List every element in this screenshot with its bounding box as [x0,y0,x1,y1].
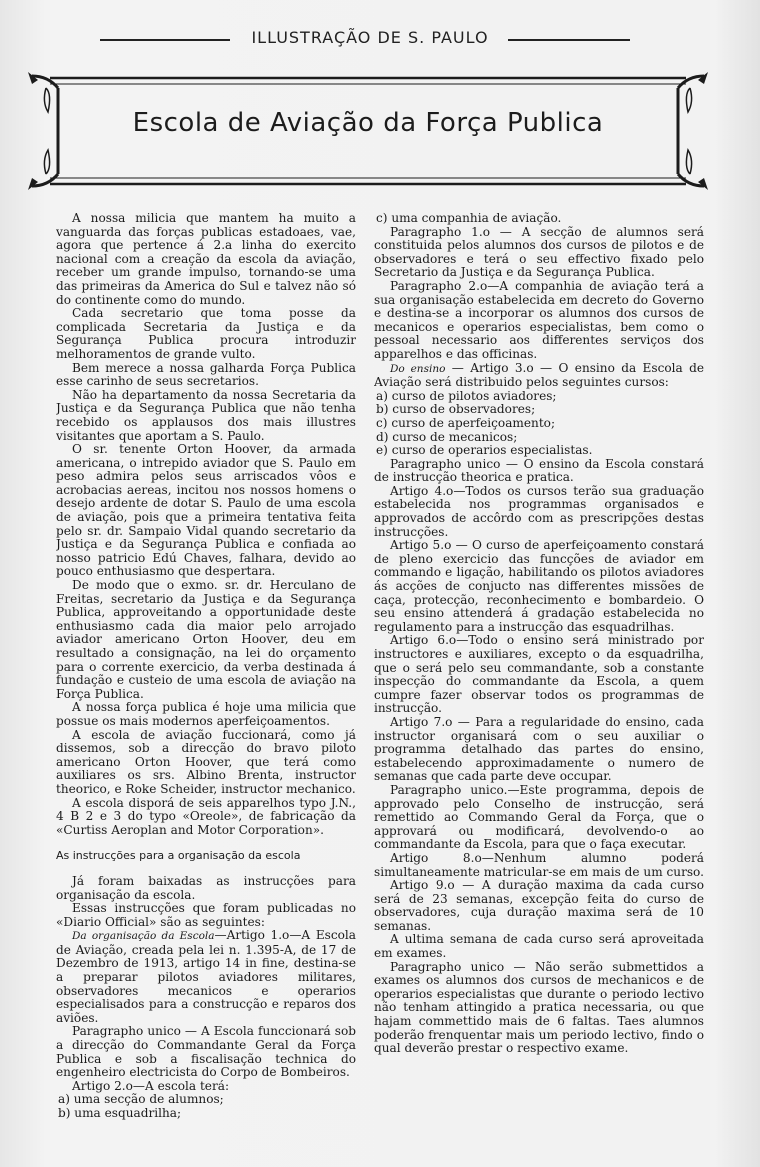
paragraph: Paragrapho 1.o — A secção de alumnos será constituida pelos alumnos dos cursos de pilotos e de observadores e terá o seu effectivo fixado pelo Secretario da Justiça e da Segurança Publica. [374,224,704,280]
paragraph: O sr. tenente Orton Hoover, da armada americana, o intrepido aviador que S. Paulo em peso admira pelos seus arriscados vôos e acrobacias aereas, incitou nos nossos homens o desejo ardente de dotar S. Paulo de uma escola de aviação, pois que a primeira tentativa feita pelo sr. dr. Sampaio Vidal quando secretario da Justiça e da Segurança Publica e confiada ao nosso patricio Edú Chaves, falhara, devido ao pouco enthusiasmo que despertara. [56,442,356,579]
paragraph: A escola disporá de seis apparelhos typo J.N., 4 B 2 e 3 do typo «Oreole», de fabricação da «Curtiss Aeroplan and Motor Corporation». [56,795,356,837]
right-column [374,212,704,1152]
italic-lead: Da organisação da Escola [72,930,215,943]
list-item: b) uma esquadrilha; [58,1106,182,1120]
list-item: b) curso de observadores; [376,402,536,417]
paragraph: A ultima semana de cada curso será aproveitada em exames. [374,932,704,961]
paragraph: Cada secretario que toma posse da complicada Secretaria da Justiça e da Segurança Publica procura introduzir melhoramentos de grande vulto. [56,306,356,361]
running-header [0,26,760,52]
list-item: d) curso de mecanicos; [376,429,518,444]
paragraph: Artigo 7.o — Para a regularidade do ensino, cada instructor organisará com o seu auxiliar o programma detalhado das partes do ensino, estabelecendo approximadamente o numero de semanas que cada parte deve occupar. [374,714,704,784]
paragraph: Artigo 9.o — A duração maxima da cada curso será de 23 semanas, excepção feita do curso de observadores, cuja duração maxima será de 10 semanas. [374,878,704,933]
paragraph: Artigo 4.o—Todos os cursos terão sua graduação estabelecida nos programmas organisados e approvados de accôrdo com as prescripções destas instrucções. [374,483,704,539]
list-item: a) uma secção de alumnos; [58,1092,224,1107]
paragraph: Artigo 6.o—Todo o ensino será ministrado por instructores e auxiliares, excepto o da esquadrilha, que o será pelo seu commandante, sob a constante inspecção do commandante da Escola, a quem cumpre fazer observar todos os programmas de instrucção. [374,633,704,716]
italic-lead: Do ensino [390,362,446,375]
paragraph: Bem merece a nossa galharda Força Publica esse carinho de seus secretarios. [56,360,356,389]
paragraph-text: —Artigo 1.o—A Escola de Aviação, creada pela lei n. 1.395-A, de 17 de Dezembro de 1913, artigo 14 in fine, destina-se a preparar pilotos aviadores militares, observadores mecanicos e operarios especialisados para a construcção e reparos dos aviões. [56,928,356,1025]
running-title: ILLUSTRAÇÃO DE S. PAULO [251,28,489,47]
list-item: c) curso de aperfeiçoamento; [376,415,556,430]
header-rule-left [100,39,230,41]
paragraph: Artigo 2.o—A escola terá: [72,1078,230,1093]
paragraph: Paragrapho unico — O ensino da Escola constará de instrucção theorica e pratica. [374,456,704,485]
article-title: Escola de Aviação da Força Publica [132,108,604,138]
paragraph: A nossa milicia que mantem ha muito a vanguarda das forças publicas estadoaes, vae, agora que pertence á 2.a linha do exercito nacional com a creação da escola da aviação, receber um grande impulso, tornando-se uma das primeiras da America do Sul e talvez não só do continente como do mundo. [56,212,356,307]
paragraph: A escola de aviação fuccionará, como já dissemos, sob a direcção do bravo piloto americano Orton Hoover, que terá como auxiliares os srs. Albino Brenta, instructor theorico, e Roke Scheider, instructor mechanico. [56,727,356,796]
paragraph: Já foram baixadas as instrucções para organisação da escola. [56,873,356,902]
left-column [56,212,356,1152]
header-rule-right [508,39,630,41]
paragraph: Paragrapho unico — A Escola funccionará sob a direcção do Commandante Geral da Força Publica e sob a fiscalisação technica do engenheiro electricista do Corpo de Bombeiros. [56,1024,356,1080]
list-item: a) curso de pilotos aviadores; [376,388,557,403]
paragraph: Paragrapho unico.—Este programma, depois de approvado pelo Conselho de instrucção, será remettido ao Commando Geral da Força, que o approvará ou modificará, devolvendo-o ao commandante da Escola, para que o faça executar. [374,782,704,852]
paragraph: A nossa força publica é hoje uma milicia que possue os mais modernos aperfeiçoamentos. [56,700,356,728]
paragraph: De modo que o exmo. sr. dr. Herculano de Freitas, secretario da Justiça e da Segurança Publica, approveitando a opportunidade deste enthusiasmo cada dia maior pelo arrojado aviador americano Orton Hoover, deu em resultado a consignação, na lei do orçamento para o corrente exercicio, da verba destinada á fundação e custeio de uma escola de aviação na Força Publica. [56,578,356,701]
title-banner [28,72,708,190]
paragraph: Não ha departamento da nossa Secretaria da Justiça e da Segurança Publica que não tenha recebido os applausos dos mais illustres visitantes que aportam a S. Paulo. [56,387,356,443]
paragraph: Essas instrucções que foram publicadas no «Diario Official» são as seguintes: [56,901,356,929]
paragraph: Artigo 5.o — O curso de aperfeiçoamento constará de pleno exercicio das funcções de aviador em commando e ligação, habilitando os pilotos aviadores ás acções de conjucto nas differentes missões de caça, protecção, reconhecimento e bombardeio. O seu ensino attenderá á gradação estabelecida no regulamento para a instrucção das esquadrilhas. [374,538,704,634]
paragraph: Paragrapho 2.o—A companhia de aviação terá a sua organisação estabelecida em decreto do Governo e destina-se a incorporar os alumnos dos cursos de mecanicos e operarios especialistas, bem como o pessoal necessario aos differentes serviços dos apparelhos e das officinas. [374,278,704,361]
section-heading: As instrucções para a organisação da escola [56,849,301,863]
paragraph: Paragrapho unico — Não serão submettidos a exames os alumnos dos cursos de mechanicos e de operarios especialistas que durante o periodo lectivo não tenham attingido a pratica necessaria, ou que hajam commettido mais de 6 faltas. Taes alumnos poderão frenquentar mais um periodo lectivo, findo o qual deverão prestar o respectivo exame. [374,959,704,1056]
paragraph [56,929,356,1025]
list-item: e) curso de operarios especialistas. [376,443,593,458]
paragraph: Artigo 8.o—Nenhum alumno poderá simultaneamente matricular-se em mais de um curso. [374,850,704,879]
paragraph-text: — Artigo 3.o — O ensino da Escola de Aviação será distribuido pelos seguintes cursos: [374,360,704,390]
paragraph [374,362,704,390]
list-item: c) uma companhia de aviação. [376,212,562,225]
